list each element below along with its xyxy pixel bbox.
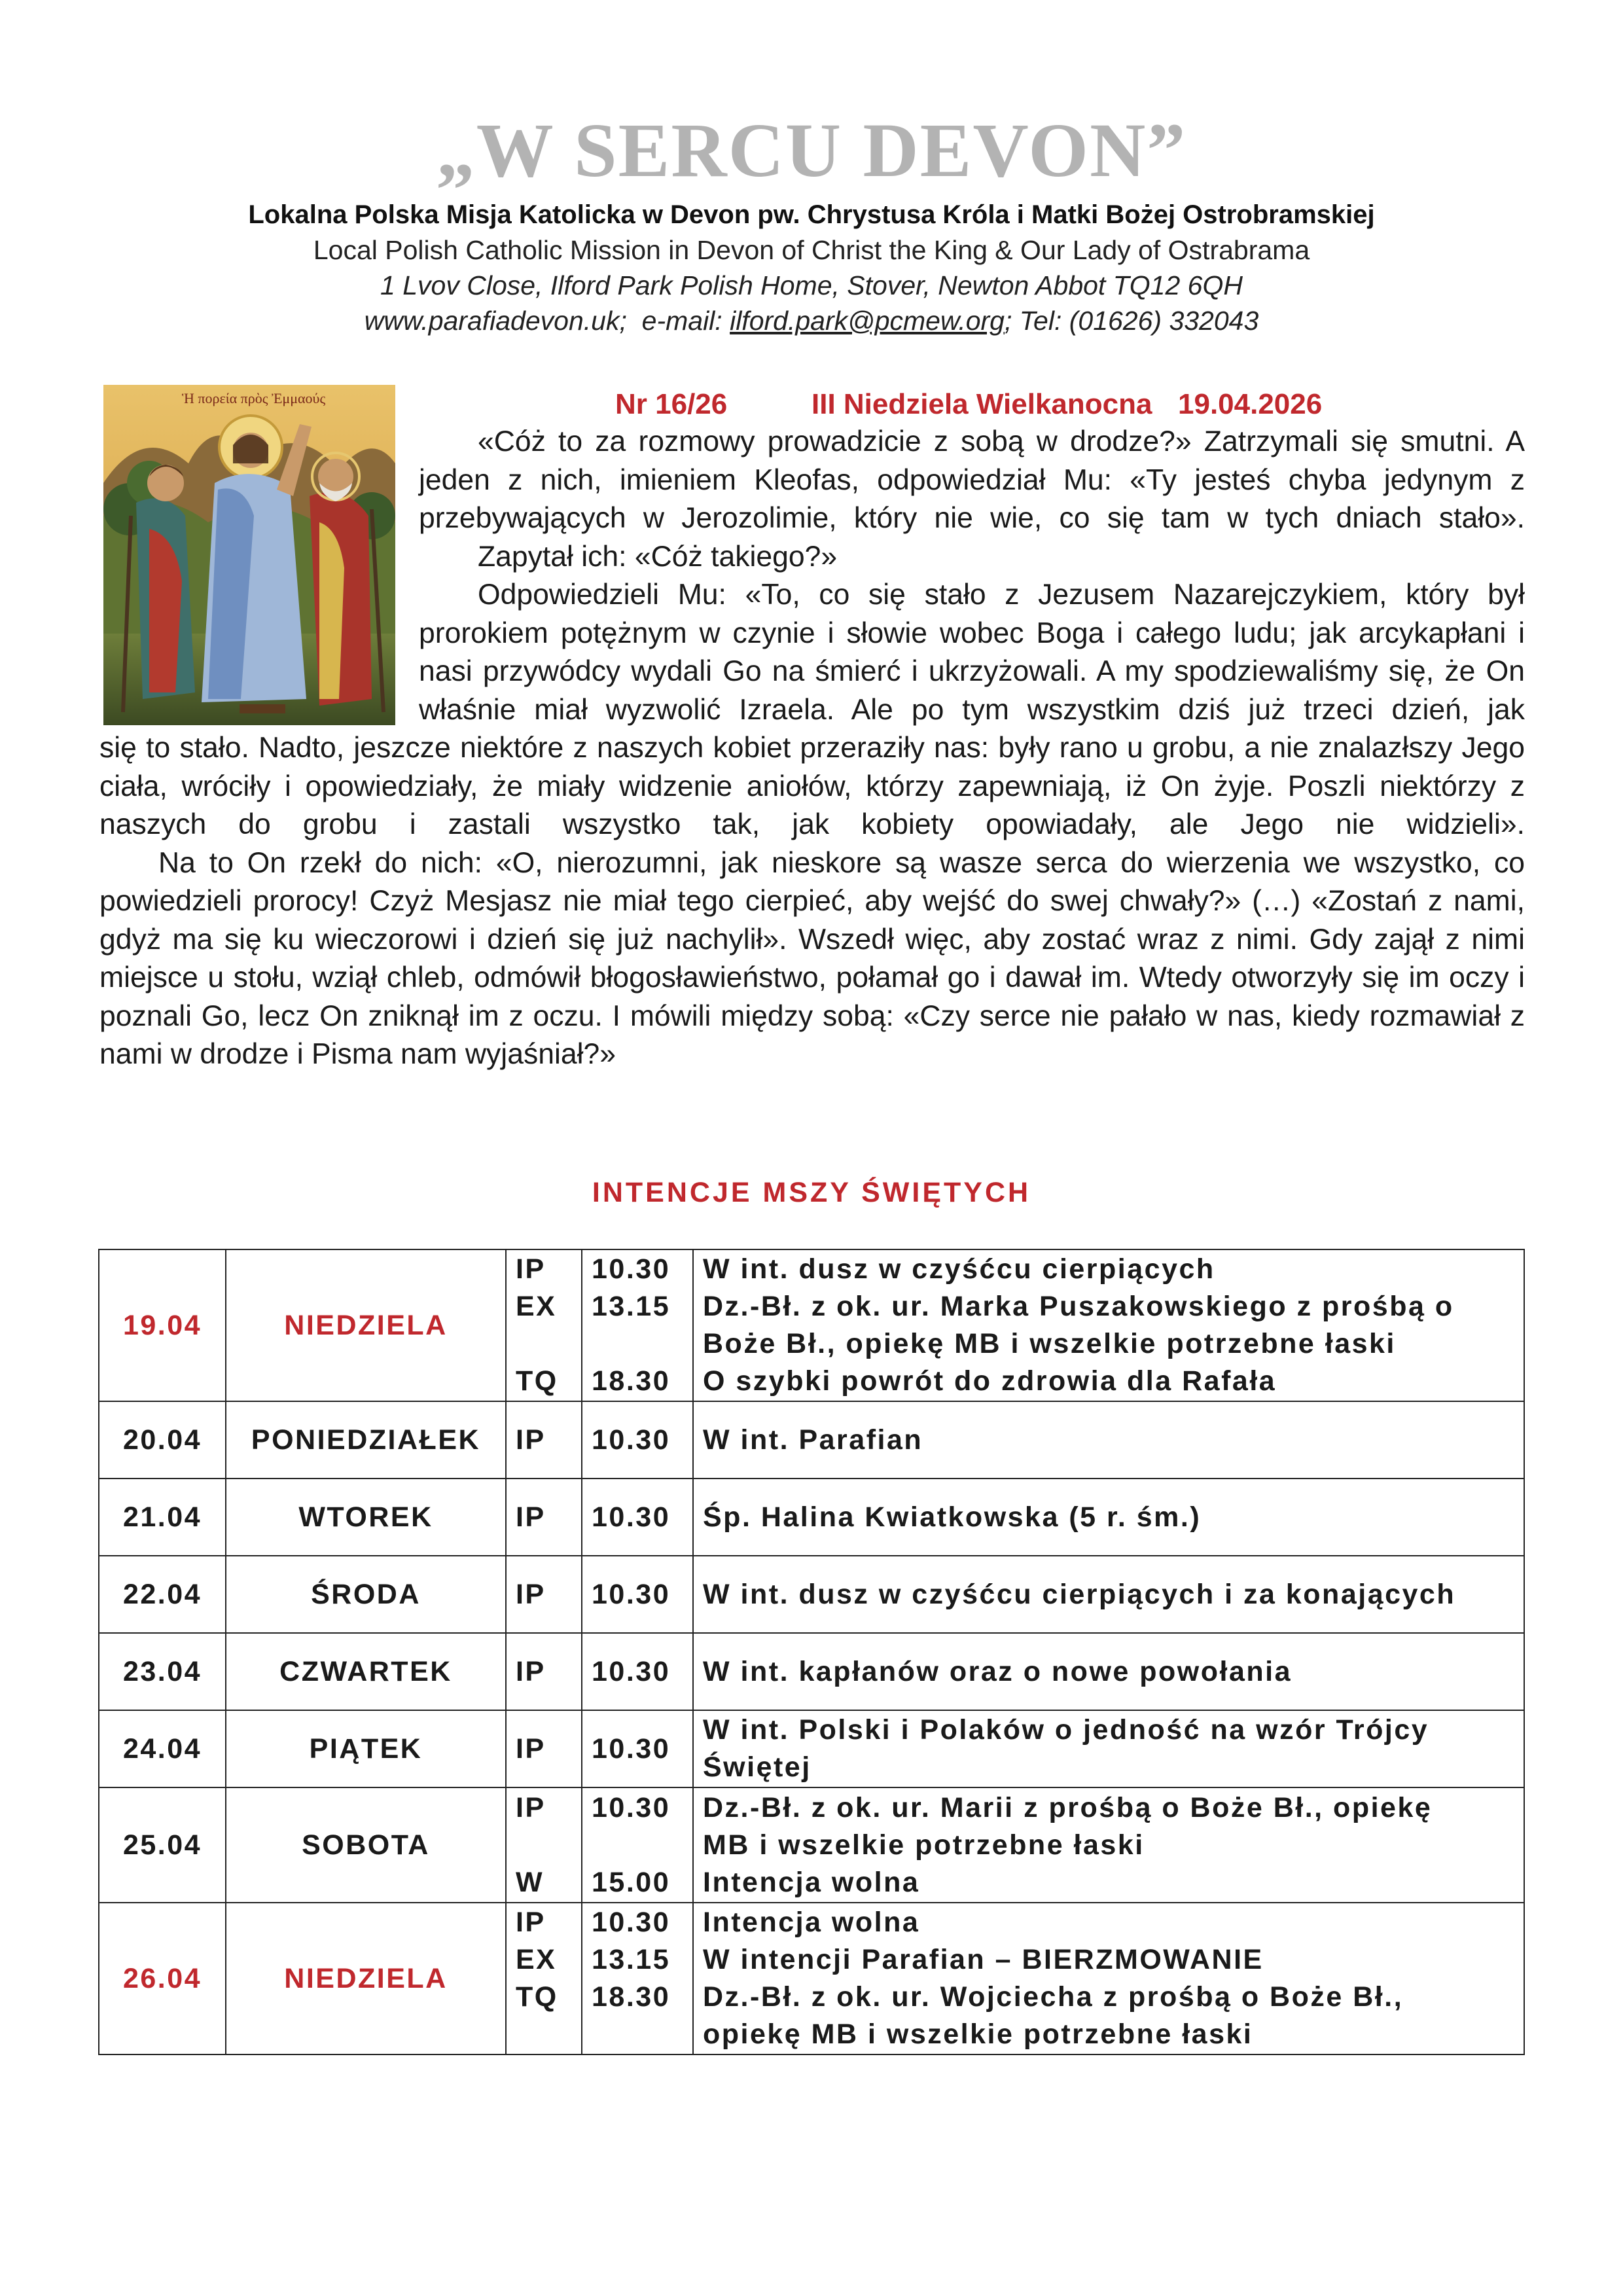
mass-day: SOBOTA — [226, 1787, 506, 1903]
mass-time: 10.30 — [592, 1907, 671, 1938]
intention-text: Intencja wolna — [703, 1907, 920, 1938]
mass-date: 22.04 — [99, 1556, 226, 1633]
mass-time: 18.30 — [592, 1365, 671, 1397]
mass-time — [592, 2016, 683, 2053]
intention-text: opiekę MB i wszelkie potrzebne łaski — [703, 2018, 1253, 2050]
intention-text: Świętej — [703, 1751, 812, 1783]
table-row — [99, 1787, 1524, 1903]
gospel-paragraph: «Cóż to za rozmowy prowadzicie z sobą w drodze?» Zatrzymali się smutni. A jeden z nich, imieniem Kleofas, odpowiedział Mu: «Ty jesteś chyba jedynym z przebywających w Jerozolimie, który nie wie, co się tam w tych dniach stało». — [419, 425, 1525, 534]
email-label: e-mail: — [641, 306, 722, 336]
gospel-paragraph: Odpowiedzieli Mu: «To, co się stało z Jezusem Nazarejczykiem, który był prorokiem potężnym w czynie i słowie wobec Boga i całego ludu; jak arcykapłani i nasi przywódcy wydali Go na śmierć i ukrzyżowali. A my spodziewaliśmy się, że On właśnie miał wyzwolić Izraela. Ale po tym wszystkim dziś już trzeci dzień, jak — [419, 579, 1525, 726]
mass-intentions-table — [98, 1249, 1525, 2055]
mass-times — [582, 1903, 693, 2054]
mass-day: PONIEDZIAŁEK — [226, 1401, 506, 1479]
table-row — [99, 1633, 1524, 1710]
mass-time: 10.30 — [592, 1791, 671, 1823]
church-code: W — [516, 1866, 544, 1898]
intention-text: O szybki powrót do zdrowia dla Rafała — [703, 1365, 1277, 1397]
table-row — [99, 1479, 1524, 1556]
intention-text: W int. dusz w czyśćcu cierpiących i za konających — [693, 1556, 1524, 1633]
intention-text: W intencji Parafian – BIERZMOWANIE — [703, 1944, 1264, 1975]
issue-date: 19.04.2026 — [1178, 388, 1323, 420]
table-row — [99, 1556, 1524, 1633]
contact-line — [0, 301, 1623, 340]
issue-line — [615, 385, 1322, 424]
church-code: IP — [506, 1633, 582, 1710]
mass-time: 15.00 — [592, 1866, 671, 1898]
intention-text: Dz.-Bł. z ok. ur. Wojciecha z prośbą o Boże Bł., — [703, 1981, 1404, 2013]
church-code — [516, 1325, 572, 1363]
mass-time: 13.15 — [592, 1944, 671, 1975]
mass-times — [582, 1249, 693, 1401]
mass-time — [592, 1827, 683, 1864]
church-code: IP — [506, 1556, 582, 1633]
website-link[interactable]: www.parafiadevon.uk; — [364, 306, 627, 336]
mass-intentions — [693, 1787, 1524, 1903]
mass-time: 10.30 — [592, 1253, 671, 1285]
intention-text: MB i wszelkie potrzebne łaski — [703, 1829, 1145, 1861]
table-row — [99, 1401, 1524, 1479]
church-code — [516, 2016, 572, 2053]
mass-date: 19.04 — [99, 1249, 226, 1401]
mass-date: 20.04 — [99, 1401, 226, 1479]
church-code: IP — [506, 1479, 582, 1556]
email-link[interactable]: ilford.park@pcmew.org — [730, 306, 1005, 336]
mass-time: 10.30 — [582, 1710, 693, 1787]
church-code — [516, 1827, 572, 1864]
mass-time: 10.30 — [582, 1401, 693, 1479]
mass-day: NIEDZIELA — [226, 1903, 506, 2054]
table-row — [99, 1710, 1524, 1787]
mass-time: 10.30 — [582, 1633, 693, 1710]
church-codes — [506, 1903, 582, 2054]
gospel-text-beside-image — [419, 423, 1525, 729]
mass-intentions — [693, 1249, 1524, 1401]
church-code: IP — [506, 1710, 582, 1787]
intention-text: Boże Bł., opiekę MB i wszelkie potrzebne łaski — [703, 1328, 1396, 1359]
intention-text: W int. dusz w czyśćcu cierpiących — [703, 1253, 1215, 1285]
mass-day: PIĄTEK — [226, 1710, 506, 1787]
intention-text: Dz.-Bł. z ok. ur. Marii z prośbą o Boże Bł., opiekę — [703, 1791, 1433, 1823]
mass-times — [582, 1787, 693, 1903]
church-code: TQ — [516, 1365, 558, 1397]
phone-text: ; Tel: (01626) 332043 — [1004, 306, 1259, 336]
mission-name-pl: Lokalna Polska Misja Katolicka w Devon pw. Chrystusa Króla i Matki Bożej Ostrobramskiej — [248, 200, 1375, 229]
intention-text: Intencja wolna — [703, 1866, 920, 1898]
mission-name-en: Local Polish Catholic Mission in Devon of Christ the King & Our Lady of Ostrabrama — [313, 235, 1310, 265]
intention-text: W int. Parafian — [693, 1401, 1524, 1479]
mass-day: ŚRODA — [226, 1556, 506, 1633]
gospel-paragraph: Zapytał ich: «Cóż takiego?» — [478, 540, 838, 573]
gospel-text-full-width — [99, 729, 1525, 1074]
road-to-emmaus-icon — [103, 385, 395, 725]
mass-intentions — [693, 1710, 1524, 1787]
mass-day: WTOREK — [226, 1479, 506, 1556]
gospel-paragraph: Na to On rzekł do nich: «O, nierozumni, jak nieskore są wasze serca do wierzenia we wszystko, co powiedzieli prorocy! Czyż Mesjasz nie miał tego cierpieć, aby wejść do swej chwały?» (…) «Zostań z nami, gdyż ma się ku wieczorowi i dzień się już nachylił». Wszedł więc, aby zostać wraz z nimi. Gdy zajął z nimi miejsce u stołu, wziął chleb, odmówił błogosławieństwo, połamał go i dawał im. Wtedy otworzyły się im oczy i poznali Go, lecz On zniknął im z oczu. I mówili między sobą: «Czy serce nie pałało w nas, kiedy rozmawiał z nami w drodze i Pisma nam wyjaśniał?» — [99, 846, 1525, 1070]
intention-text: W int. Polski i Polaków o jedność na wzór Trójcy — [703, 1714, 1429, 1746]
church-codes — [506, 1787, 582, 1903]
mass-time: 18.30 — [592, 1981, 671, 2013]
mass-time: 13.15 — [592, 1291, 671, 1322]
mass-time: 10.30 — [582, 1479, 693, 1556]
mass-day: CZWARTEK — [226, 1633, 506, 1710]
mass-date: 26.04 — [99, 1903, 226, 2054]
mass-date: 24.04 — [99, 1710, 226, 1787]
issue-number: Nr 16/26 — [615, 388, 728, 420]
intention-text: Dz.-Bł. z ok. ur. Marka Puszakowskiego z prośbą o — [703, 1291, 1454, 1322]
church-code: IP — [516, 1253, 546, 1285]
icon-inscription: Ἡ πορεία πρὸς Ἐμμαούς — [182, 390, 326, 406]
church-codes — [506, 1249, 582, 1401]
mass-intentions — [693, 1903, 1524, 2054]
liturgical-sunday: III Niedziela Wielkanocna — [812, 388, 1152, 420]
mass-day: NIEDZIELA — [226, 1249, 506, 1401]
mass-time: 10.30 — [582, 1556, 693, 1633]
mass-time — [592, 1325, 683, 1363]
church-code: IP — [506, 1401, 582, 1479]
intention-text: W int. kapłanów oraz o nowe powołania — [693, 1633, 1524, 1710]
church-code: IP — [516, 1791, 546, 1823]
mission-address: 1 Lvov Close, Ilford Park Polish Home, Stover, Newton Abbot TQ12 6QH — [380, 270, 1243, 300]
mass-date: 25.04 — [99, 1787, 226, 1903]
gospel-paragraph: się to stało. Nadto, jeszcze niektóre z naszych kobiet przeraziły nas: były rano u grobu, a nie znalazłszy Jego ciała, wróciły i opowiedziały, że miały widzenie aniołów, którzy zapewniają, iż On żyje. Poszli niektórzy z naszych do grobu i zastali wszystko tak, jak kobiety opowiadały, ale Jego nie widzieli». — [99, 732, 1525, 840]
masthead-title: „W SERCU DEVON” — [436, 107, 1187, 193]
church-code: EX — [516, 1944, 557, 1975]
table-row — [99, 1903, 1524, 2054]
church-code: IP — [516, 1907, 546, 1938]
mass-intentions-title: INTENCJE MSZY ŚWIĘTYCH — [592, 1177, 1031, 1208]
church-code: TQ — [516, 1981, 558, 2013]
church-code: EX — [516, 1291, 557, 1322]
table-row — [99, 1249, 1524, 1401]
mass-date: 21.04 — [99, 1479, 226, 1556]
mass-date: 23.04 — [99, 1633, 226, 1710]
intention-text: Śp. Halina Kwiatkowska (5 r. śm.) — [693, 1479, 1524, 1556]
